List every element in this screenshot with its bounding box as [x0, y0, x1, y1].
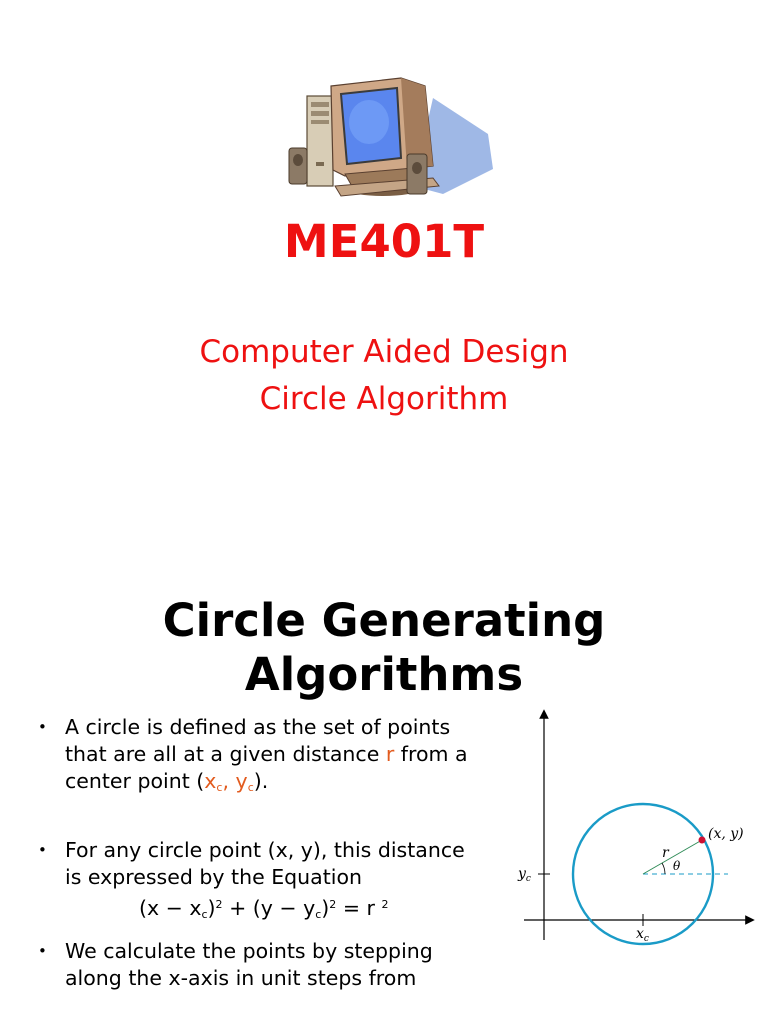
- bullet-1-text-b: from a center point (: [65, 742, 468, 793]
- bullet-item-1: [36, 714, 476, 801]
- bullet-1-xc: $x_c$,: [204, 769, 230, 794]
- bullet-1-text-c: ).: [253, 769, 269, 793]
- theta-arc: [662, 863, 665, 874]
- bullet-marker: •: [38, 718, 47, 736]
- yc-label: $y_c$: [518, 866, 531, 884]
- xc-label: $x_c$: [636, 926, 649, 944]
- computer-clipart-image: [283, 74, 498, 204]
- point-label: (x, y): [708, 826, 744, 842]
- slide-title: [0, 594, 768, 702]
- theta-label: θ: [673, 859, 681, 873]
- slide-title-line-2: Algorithms: [244, 648, 524, 701]
- bullet-marker: •: [38, 841, 47, 859]
- bullet-item-2: [36, 837, 476, 891]
- slide-title-line-1: Circle Generating: [162, 594, 606, 647]
- point-xy: [699, 837, 706, 844]
- bullet-2-text: For any circle point (x, y), this distance is expressed by the Equation: [65, 838, 465, 889]
- bullet-1-yc: $y_c$: [235, 769, 254, 794]
- bullet-1-text-a: A circle is defined as the set of points that are all at a given distance: [65, 715, 451, 766]
- r-label: r: [662, 845, 669, 861]
- circle-equation: $(x - x_c)^2 + (y - y_c)^2 = r$ $^2$: [139, 896, 389, 921]
- bullet-1-r: r: [385, 742, 395, 766]
- bullet-3-text: We calculate the points by stepping along the x-axis in unit steps from: [65, 939, 433, 990]
- bullet-marker: •: [38, 942, 47, 960]
- bullet-list: [36, 714, 476, 992]
- bullet-item-3: [36, 938, 476, 992]
- course-code-title: ME401T: [283, 215, 485, 268]
- subtitle-line-1: Computer Aided Design: [199, 334, 569, 370]
- circle-diagram: [512, 706, 758, 946]
- subtitle-line-2: Circle Algorithm: [259, 381, 509, 417]
